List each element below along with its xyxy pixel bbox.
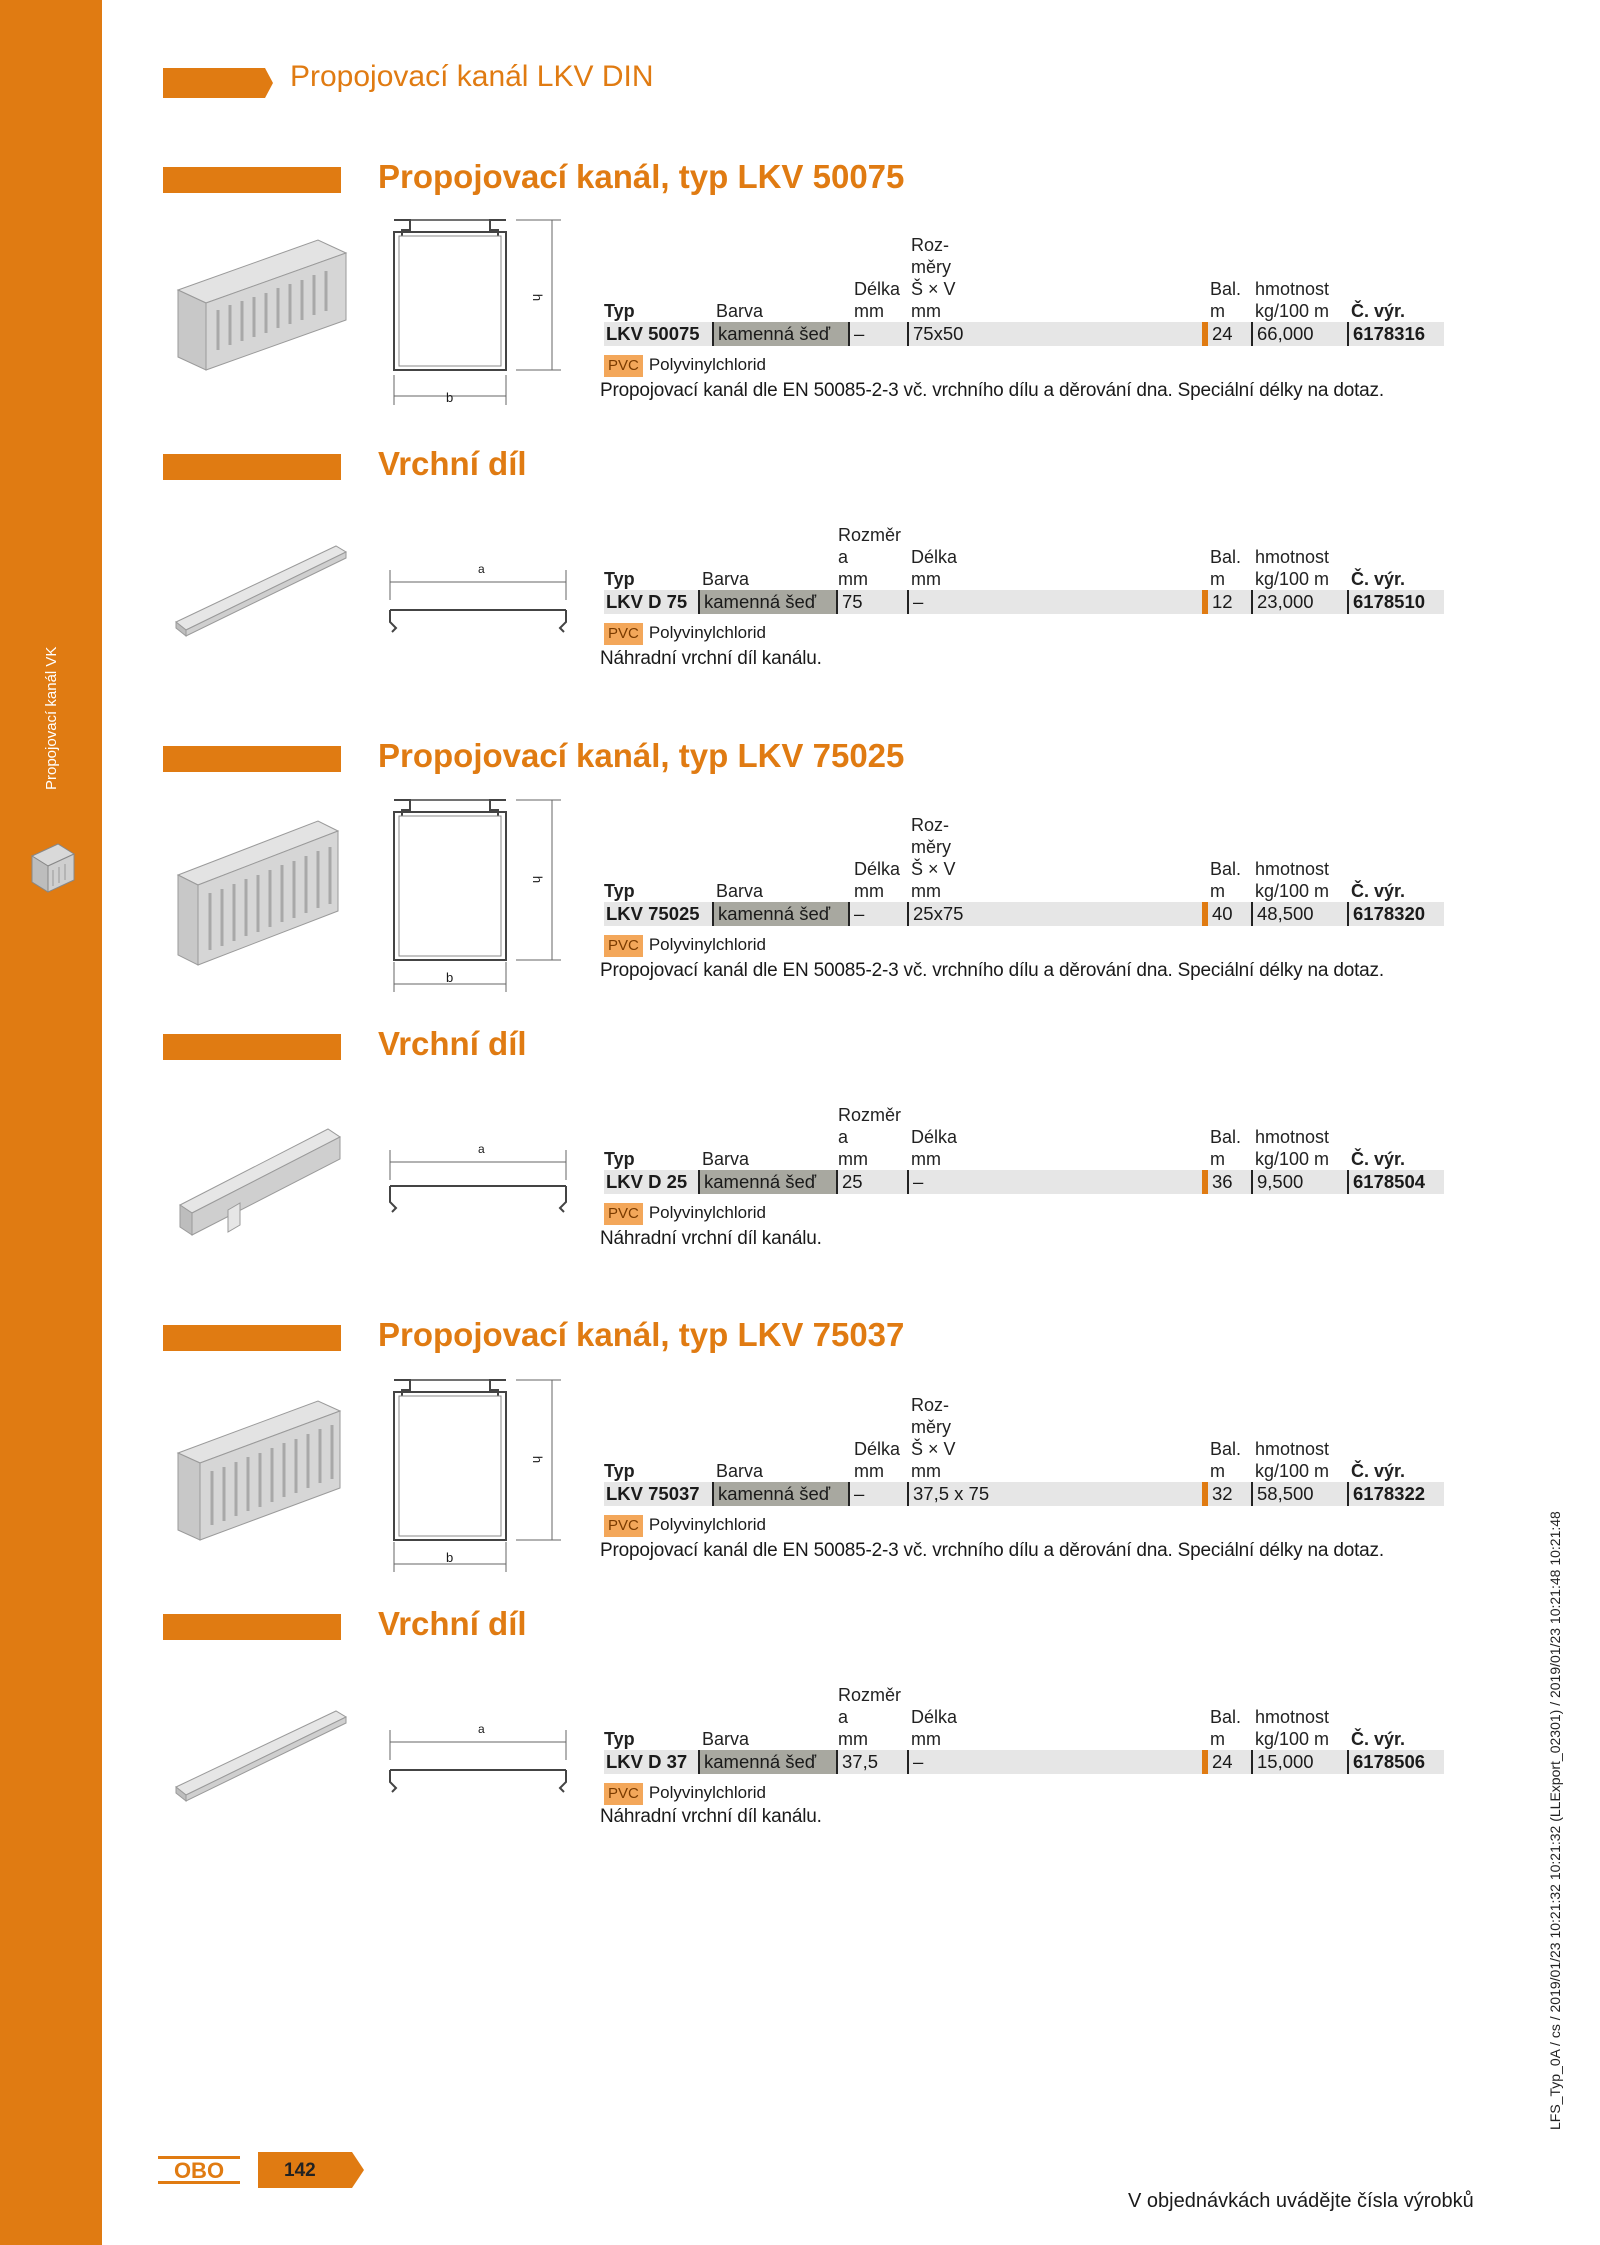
pvc-badge: PVC <box>604 935 643 957</box>
side-label: Propojovací kanál VK <box>43 646 60 790</box>
dim-label-b: b <box>446 1550 454 1565</box>
section-note: Náhradní vrchní díl kanálu. <box>600 648 822 669</box>
table-header: Typ Barva Rozměr a mm Délka mm Bal. m hmotnost kg/100 m Č. výr. <box>604 1105 1406 1169</box>
product-table <box>604 222 1444 376</box>
dim-label-b: b <box>446 970 454 985</box>
section-bar <box>163 454 341 480</box>
dim-label-h: h <box>530 875 546 884</box>
lid-photo <box>168 540 350 640</box>
section-note: Propojovací kanál dle EN 50085-2-3 vč. vrchního dílu a děrování dna. Speciální délky na dotaz. <box>600 1540 1384 1561</box>
cross-section-drawing <box>386 790 576 995</box>
table-header: Typ Barva Délka mm Roz- měry Š × V mm Bal. m hmotnost kg/100 m Č. výr. <box>604 235 1406 321</box>
section-bar <box>163 746 341 772</box>
section-note: Náhradní vrchní díl kanálu. <box>600 1806 822 1827</box>
pvc-badge: PVC <box>604 1203 643 1225</box>
lid-photo <box>168 1115 350 1245</box>
footer-note: V objednávkách uvádějte čísla výrobků <box>1128 2190 1474 2212</box>
pvc-badge: PVC <box>604 623 643 645</box>
lid-photo <box>168 1705 350 1805</box>
section-title: Propojovací kanál, typ LKV 75025 <box>378 737 905 774</box>
dim-label-a: a <box>478 562 485 576</box>
table-header: Typ Barva Rozměr a mm Délka mm Bal. m hmotnost kg/100 m Č. výr. <box>604 525 1406 589</box>
channel-photo <box>168 235 350 385</box>
section-note: Propojovací kanál dle EN 50085-2-3 vč. vrchního dílu a děrování dna. Speciální délky na dotaz. <box>600 380 1384 401</box>
table-row: LKV D 37 kamenná šeď 37,5 – 24 15,000 6178506 <box>604 1750 1444 1774</box>
section-bar <box>163 167 341 193</box>
material-line: PVC Polyvinylchlorid <box>604 1782 1444 1804</box>
table-row: LKV D 25 kamenná šeď 25 – 36 9,500 6178504 <box>604 1170 1444 1194</box>
lid-section-drawing <box>386 1720 586 1810</box>
material-line: PVC Polyvinylchlorid <box>604 1202 1444 1224</box>
section-title: Vrchní díl <box>378 1605 527 1642</box>
channel-photo <box>168 815 350 980</box>
section-title: Vrchní díl <box>378 1025 527 1062</box>
pvc-badge: PVC <box>604 355 643 377</box>
section-note: Propojovací kanál dle EN 50085-2-3 vč. vrchního dílu a děrování dna. Speciální délky na dotaz. <box>600 960 1384 981</box>
section-bar <box>163 1325 341 1351</box>
material-line: PVC Polyvinylchlorid <box>604 934 1444 956</box>
section-note: Náhradní vrchní díl kanálu. <box>600 1228 822 1249</box>
product-table <box>604 1070 1444 1224</box>
table-header: Typ Barva Rozměr a mm Délka mm Bal. m hmotnost kg/100 m Č. výr. <box>604 1685 1406 1749</box>
dim-label-h: h <box>530 293 546 302</box>
pvc-badge: PVC <box>604 1783 643 1805</box>
page-number: 142 <box>284 2160 316 2181</box>
section-title: Vrchní díl <box>378 445 527 482</box>
dim-label-a: a <box>478 1722 485 1736</box>
product-table <box>604 490 1444 644</box>
table-row: LKV D 75 kamenná šeď 75 – 12 23,000 6178510 <box>604 590 1444 614</box>
section-title: Propojovací kanál, typ LKV 75037 <box>378 1316 905 1353</box>
table-header: Typ Barva Délka mm Roz- měry Š × V mm Bal. m hmotnost kg/100 m Č. výr. <box>604 1395 1406 1481</box>
lid-section-drawing <box>386 1140 586 1230</box>
obo-logo-icon <box>158 2155 240 2185</box>
section-bar <box>163 1034 341 1060</box>
pvc-badge: PVC <box>604 1515 643 1537</box>
dim-label-b: b <box>446 390 454 405</box>
product-table <box>604 1650 1444 1804</box>
lid-section-drawing <box>386 560 586 650</box>
table-row: LKV 50075 kamenná šeď – 75x50 24 66,000 6178316 <box>604 322 1444 346</box>
material-line: PVC Polyvinylchlorid <box>604 622 1444 644</box>
dim-label-h: h <box>530 1455 546 1464</box>
svg-text:OBO: OBO <box>173 2158 225 2183</box>
cross-section-drawing <box>386 1370 576 1575</box>
product-table <box>604 1382 1444 1536</box>
product-table <box>604 802 1444 956</box>
table-header: Typ Barva Délka mm Roz- měry Š × V mm Bal. m hmotnost kg/100 m Č. výr. <box>604 815 1406 901</box>
header-tab-icon <box>163 68 273 98</box>
table-row: LKV 75037 kamenná šeď – 37,5 x 75 32 58,500 6178322 <box>604 1482 1444 1506</box>
cross-section-drawing <box>386 210 576 410</box>
dim-label-a: a <box>478 1142 485 1156</box>
print-meta: LFS_Typ_0A / cs / 2019/01/23 10:21:32 10:21:32 (LLExport_02301) / 2019/01/23 10:21:48 10:21:48 <box>1547 1511 1563 2130</box>
section-bar <box>163 1614 341 1640</box>
section-title: Propojovací kanál, typ LKV 50075 <box>378 158 905 195</box>
page-title: Propojovací kanál LKV DIN <box>290 60 654 93</box>
material-line: PVC Polyvinylchlorid <box>604 354 1444 376</box>
side-strip <box>0 0 102 2245</box>
table-row: LKV 75025 kamenná šeď – 25x75 40 48,500 6178320 <box>604 902 1444 926</box>
channel-thumbnail-icon <box>28 842 78 894</box>
material-line: PVC Polyvinylchlorid <box>604 1514 1444 1536</box>
channel-photo <box>168 1395 350 1555</box>
